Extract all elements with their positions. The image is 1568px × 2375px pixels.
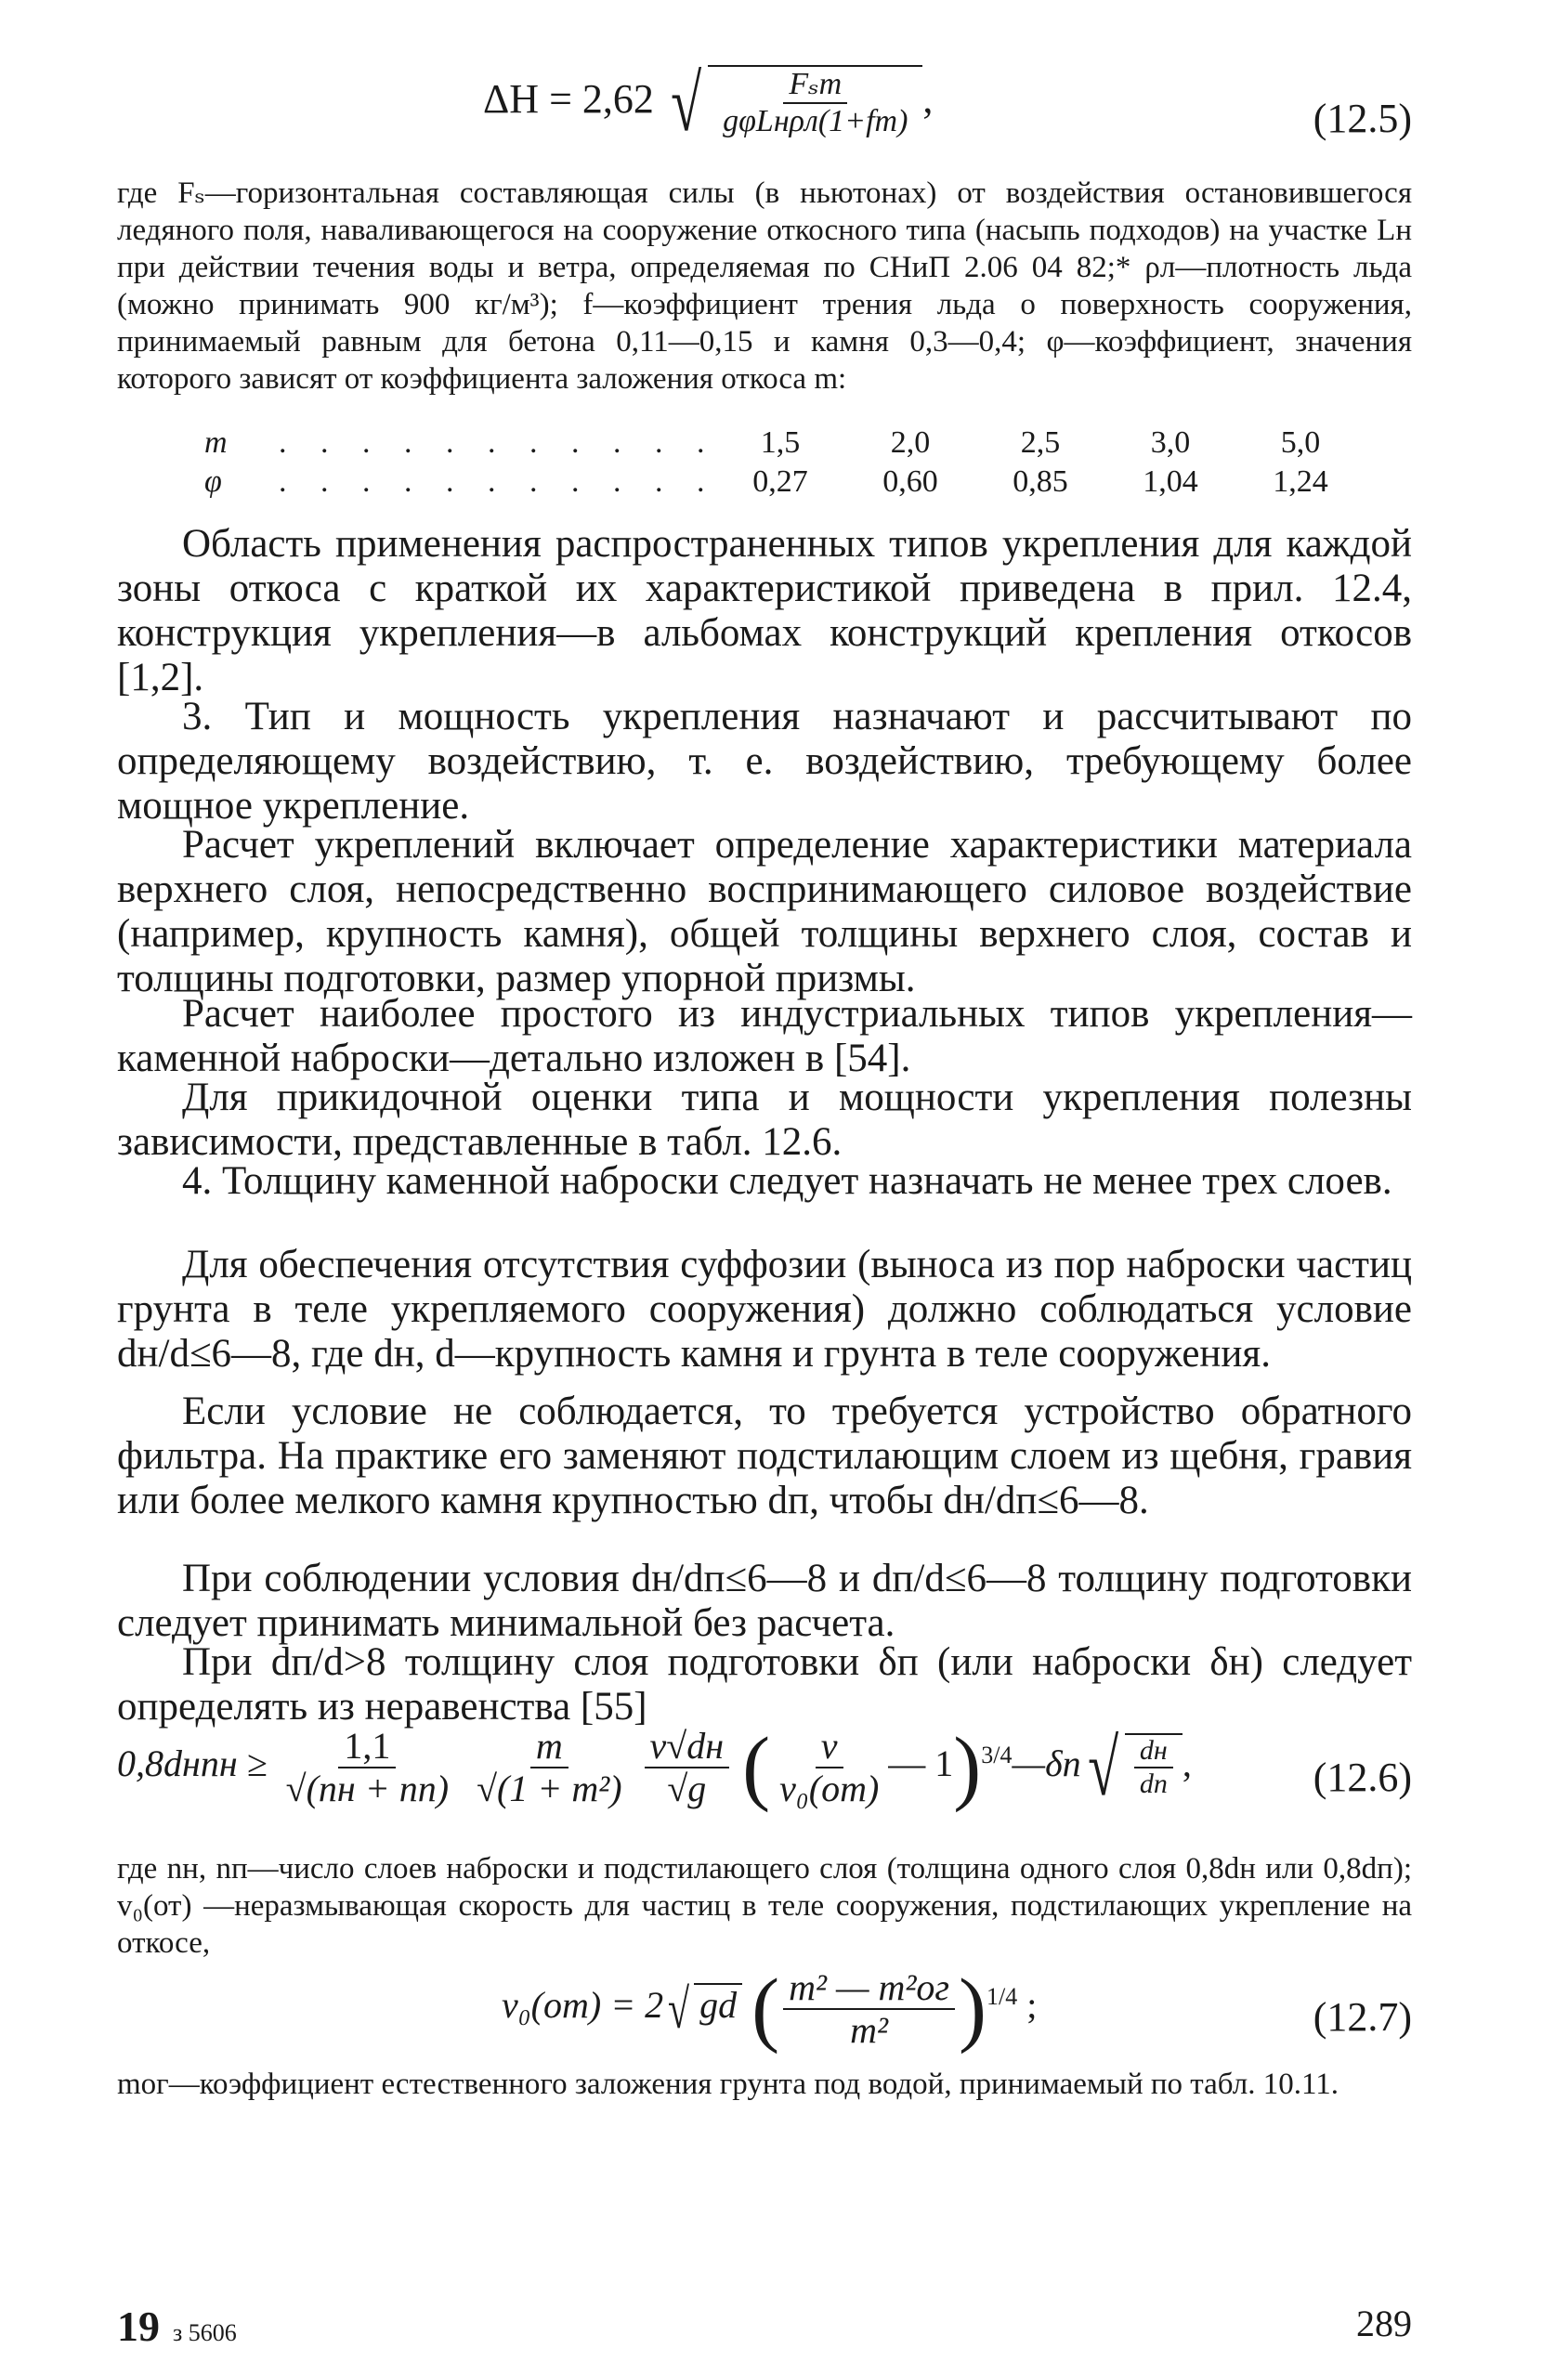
row-label: φ xyxy=(204,464,222,499)
right-paren-icon: ) xyxy=(959,1963,987,2055)
table-cell: 0,60 xyxy=(882,464,938,499)
fraction-numerator: m xyxy=(530,1728,568,1768)
equation-number-12-5: (12.5) xyxy=(1313,96,1412,141)
table-cell: 2,5 xyxy=(1020,425,1061,460)
equation-number-12-6: (12.6) xyxy=(1313,1755,1412,1800)
formula-radical xyxy=(1125,1733,1183,1798)
table-cell: 5,0 xyxy=(1280,425,1321,460)
page-number: 289 xyxy=(1356,2303,1412,2344)
formula-term: —δп xyxy=(1012,1742,1081,1785)
equation-number-12-7: (12.7) xyxy=(1313,1994,1412,2040)
fraction xyxy=(783,1966,955,2051)
formula-power: 3/4 xyxy=(981,1741,1013,1768)
print-code: з 5606 xyxy=(173,2319,237,2346)
formula-radical xyxy=(708,65,922,137)
paragraph: Расчет наиболее простого из индустриальных типов укрепления—каменной наброски—детально изложен в [54]. xyxy=(117,992,1412,1080)
fraction-numerator: 1,1 xyxy=(338,1728,396,1768)
fraction-denominator: √g xyxy=(667,1768,707,1809)
fraction-numerator: m² — m²ог xyxy=(783,1969,955,2010)
paragraph: 4. Толщину каменной наброски следует назначать не менее трех слоев. xyxy=(182,1159,1392,1203)
table-cell: 0,85 xyxy=(1013,464,1068,499)
fraction xyxy=(774,1725,884,1809)
formula-denominator: gφLнρл(1+fm) xyxy=(723,104,908,138)
where-block-12-7: mог—коэффициент естественного заложения грунта под водой, принимаемый по табл. 10.11. xyxy=(117,2068,1339,2101)
fraction-denominator: √(1 + m²) xyxy=(477,1768,622,1809)
formula-lhs: ΔH = 2,62 xyxy=(483,76,654,123)
leader-dots: . . . . . . . . . . . xyxy=(279,425,718,460)
left-paren-icon: ( xyxy=(751,1963,780,2055)
left-paren-icon: ( xyxy=(742,1721,771,1813)
paragraph: Для обеспечения отсутствия суффозии (выноса из пор наброски частиц грунта в теле укрепляемого сооружения) должно соблюдаться условие dн/d≤6—8, где dн, d—крупность камня и грунта в теле сооружения. xyxy=(117,1243,1412,1376)
where-block-12-6: где nн, nп—число слоев наброски и подстилающего слоя (толщина одного слоя 0,8dн или 0,8dп); v₀(от) —неразмывающая скорость для частиц в теле сооружения, подстилающих укрепление на откосе, xyxy=(117,1852,1412,1960)
fraction xyxy=(645,1725,730,1809)
paragraph: Расчет укреплений включает определение характеристики материала верхнего слоя, непосредственно воспринимающего силовое воздействие (например, крупность камня), общей толщины верхнего слоя, состав и толщины подготовки, размер упорной призмы. xyxy=(117,823,1412,1000)
formula-tail: , xyxy=(922,76,934,123)
fraction-denominator: √(nн + nп) xyxy=(285,1768,450,1809)
fraction-denominator: v₀(от) xyxy=(779,1768,880,1809)
formula-numerator: Fₛm xyxy=(783,69,847,104)
radical-sign-icon: √ xyxy=(1087,1723,1118,1812)
formula-power: 1/4 xyxy=(987,1982,1018,2010)
formula-12-5 xyxy=(483,59,934,148)
where-block-12-5: где Fₛ—горизонтальная составляющая силы (в ньютонах) от воздействия остановившегося ледяного поля, наваливающегося на сооружение откосного типа (насыпь подходов) на участке Lн при действии течения воды и ветра, определяемая по СНиП 2.06 04 82;* ρл—плотность льда (можно принимать 900 кг/м³); f—коэффициент трения льда о поверхность сооружения, принимаемый равным для бетона 0,11—0,15 и камня 0,3—0,4; φ—коэффициент, значения которого зависят от коэффициента заложения откоса m: xyxy=(117,176,1412,396)
formula-tail: ; xyxy=(1026,1984,1038,2027)
table-cell: 3,0 xyxy=(1150,425,1191,460)
fraction-denominator: dп xyxy=(1139,1768,1168,1799)
fraction-numerator: dн xyxy=(1134,1737,1173,1768)
formula-tail: , xyxy=(1182,1742,1192,1785)
table-cell: 2,0 xyxy=(890,425,931,460)
paragraph: Для прикидочной оценки типа и мощности укрепления полезны зависимости, представленные в табл. 12.6. xyxy=(117,1076,1412,1164)
table-cell: 0,27 xyxy=(752,464,808,499)
sheet-number: 19 xyxy=(117,2303,160,2350)
fraction xyxy=(471,1725,627,1809)
table-cell: 1,5 xyxy=(760,425,801,460)
paragraph: При соблюдении условия dн/dп≤6—8 и dп/d≤6—8 толщину подготовки следует принимать минимальной без расчета. xyxy=(117,1557,1412,1645)
table-cell: 1,24 xyxy=(1273,464,1328,499)
right-paren-icon: ) xyxy=(953,1721,982,1813)
row-label: m xyxy=(204,425,228,460)
table-cell: 1,04 xyxy=(1143,464,1198,499)
radical-sign-icon: √ xyxy=(670,59,702,148)
formula-12-6 xyxy=(117,1721,1192,1813)
paragraph: При dп/d>8 толщину слоя подготовки δп (или наброски δн) следует определять из неравенства [55] xyxy=(117,1640,1412,1729)
paragraph: Если условие не соблюдается, то требуется устройство обратного фильтра. На практике его заменяют подстилающим слоем из щебня, гравия или более мелкого камня крупностью dп, чтобы dн/dп≤6—8. xyxy=(117,1390,1412,1522)
fraction-numerator: v xyxy=(816,1728,843,1768)
radical-sign-icon: √ xyxy=(668,1978,690,2040)
fraction-numerator: v√dн xyxy=(645,1728,730,1768)
footer-signature xyxy=(117,2302,237,2351)
fraction-denominator: m² xyxy=(850,2009,889,2051)
fraction xyxy=(281,1725,454,1809)
leader-dots: . . . . . . . . . . . xyxy=(279,464,718,499)
formula-12-7 xyxy=(502,1963,1038,2055)
formula-radical: gd xyxy=(694,1983,742,2024)
formula-lhs: v₀(от) = 2 xyxy=(502,1984,664,2027)
paragraph: 3. Тип и мощность укрепления назначают и рассчитывают по определяющему воздействию, т. е. воздействию, требующему более мощное укрепление. xyxy=(117,695,1412,828)
paragraph: Область применения распространенных типов укрепления для каждой зоны откоса с краткой их характеристикой приведена в прил. 12.4, конструкция укрепления—в альбомах конструкций крепления откосов [1,2]. xyxy=(117,522,1412,699)
formula-lhs: 0,8dнnн ≥ xyxy=(117,1742,268,1785)
formula-term: — 1 xyxy=(888,1742,954,1785)
